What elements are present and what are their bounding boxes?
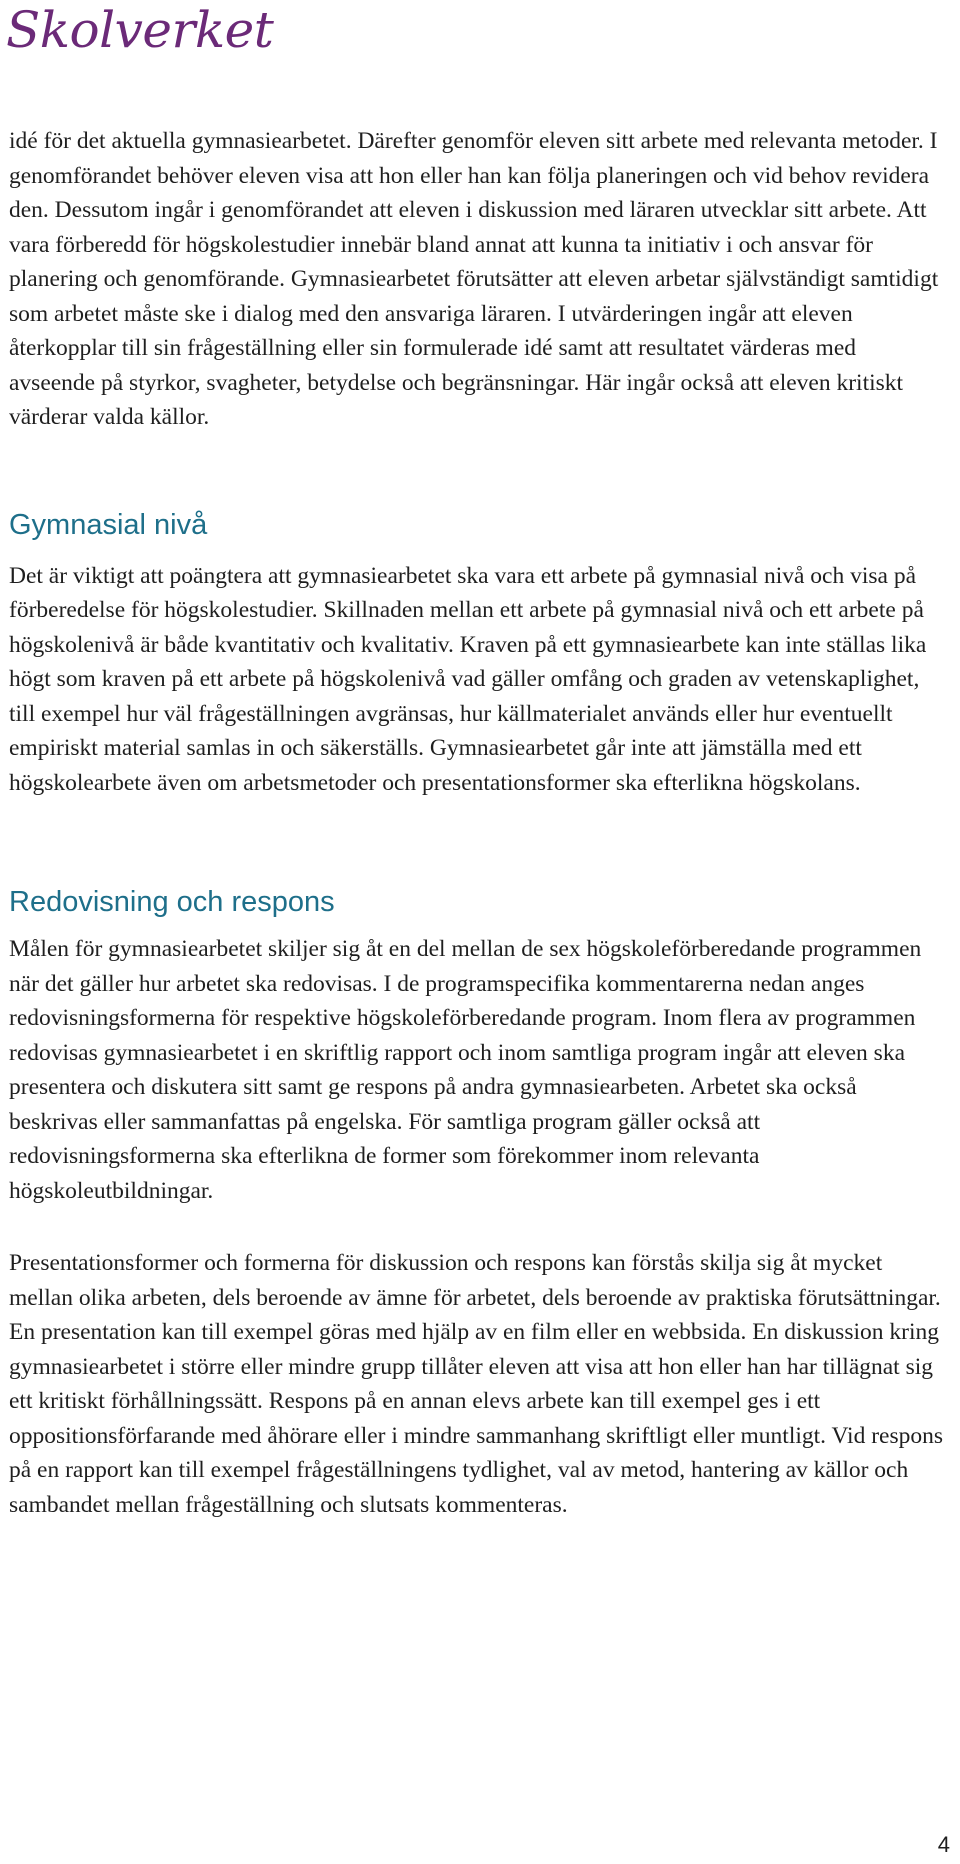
skolverket-logo: Skolverket bbox=[6, 1, 274, 59]
gymnasial-paragraph: Det är viktigt att poängtera att gymnasiearbetet ska vara ett arbete på gymnasial nivå och visa på förberedelse för högskolestudier. Skillnaden mellan ett arbete på gymnasial nivå och ett arbete på högskolenivå är både kvantitativ och kvalitativ. Kraven på ett gymnasiearbete kan inte ställas lika högt som kraven på ett arbete på högskolenivå vad gäller omfång och graden av vetenskaplighet, till exempel hur väl frågeställningen avgränsas, hur källmaterialet används eller hur eventuellt empiriskt material samlas in och säkerställs. Gymnasiearbetet går inte att jämställa med ett högskolearbete även om arbetsmetoder och presentationsformer ska efterlikna högskolans. bbox=[9, 562, 927, 796]
redovisning-paragraph-1: Målen för gymnasiearbetet skiljer sig åt en del mellan de sex högskoleförberedande programmen när det gäller hur arbetet ska redovisas. I de programspecifika kommentarerna nedan anges redovisningsformerna för respektive högskoleförberedande program. Inom flera av programmen redovisas gymnasiearbetet i en skriftlig rapport och inom samtliga program ingår att eleven ska presentera och diskutera sitt samt ge respons på andra gymnasiearbeten. Arbetet ska också beskrivas eller sammanfattas på engelska. För samtliga program gäller också att redovisningsformerna ska efterlikna de former som förekommer inom relevanta högskoleutbildningar. bbox=[9, 936, 922, 1204]
redovisning-paragraph-2: Presentationsformer och formerna för diskussion och respons kan förstås skilja sig åt mycket mellan olika arbeten, dels beroende av ämne för arbetet, dels beroende av praktiska förutsättningar. En presentation kan till exempel göras med hjälp av en film eller en webbsida. En diskussion kring gymnasiearbetet i större eller mindre grupp tillåter eleven att visa att hon eller han har tillägnat sig ett kritiskt förhållningssätt. Respons på en annan elevs arbete kan till exempel ges i ett oppositionsförfarande med åhörare eller i mindre sammanhang skriftligt eller muntligt. Vid respons på en rapport kan till exempel frågeställningens tydlighet, val av metod, hantering av källor och sambandet mellan frågeställning och slutsats kommenteras. bbox=[9, 1250, 943, 1518]
heading-gymnasial-niva: Gymnasial nivå bbox=[9, 508, 208, 541]
intro-paragraph: idé för det aktuella gymnasiearbetet. Därefter genomför eleven sitt arbete med relevanta metoder. I genomförandet behöver eleven visa att hon eller han kan följa planeringen och vid behov revidera den. Dessutom ingår i genomförandet att eleven i diskussion med läraren utvecklar sitt arbete. Att vara förberedd för högskolestudier innebär bland annat att kunna ta initiativ i och ansvar för planering och genomförande. Gymnasiearbetet förutsätter att eleven arbetar självständigt samtidigt som arbetet måste ske i dialog med den ansvariga läraren. I utvärderingen ingår att eleven återkopplar till sin frågeställning eller sin formulerade idé samt att resultatet värderas med avseende på styrkor, svagheter, betydelse och begränsningar. Här ingår också att eleven kritiskt värderar valda källor. bbox=[9, 128, 939, 430]
heading-redovisning-och-respons: Redovisning och respons bbox=[9, 886, 335, 918]
page-number: 4 bbox=[937, 1832, 950, 1857]
document-body bbox=[9, 124, 945, 1522]
